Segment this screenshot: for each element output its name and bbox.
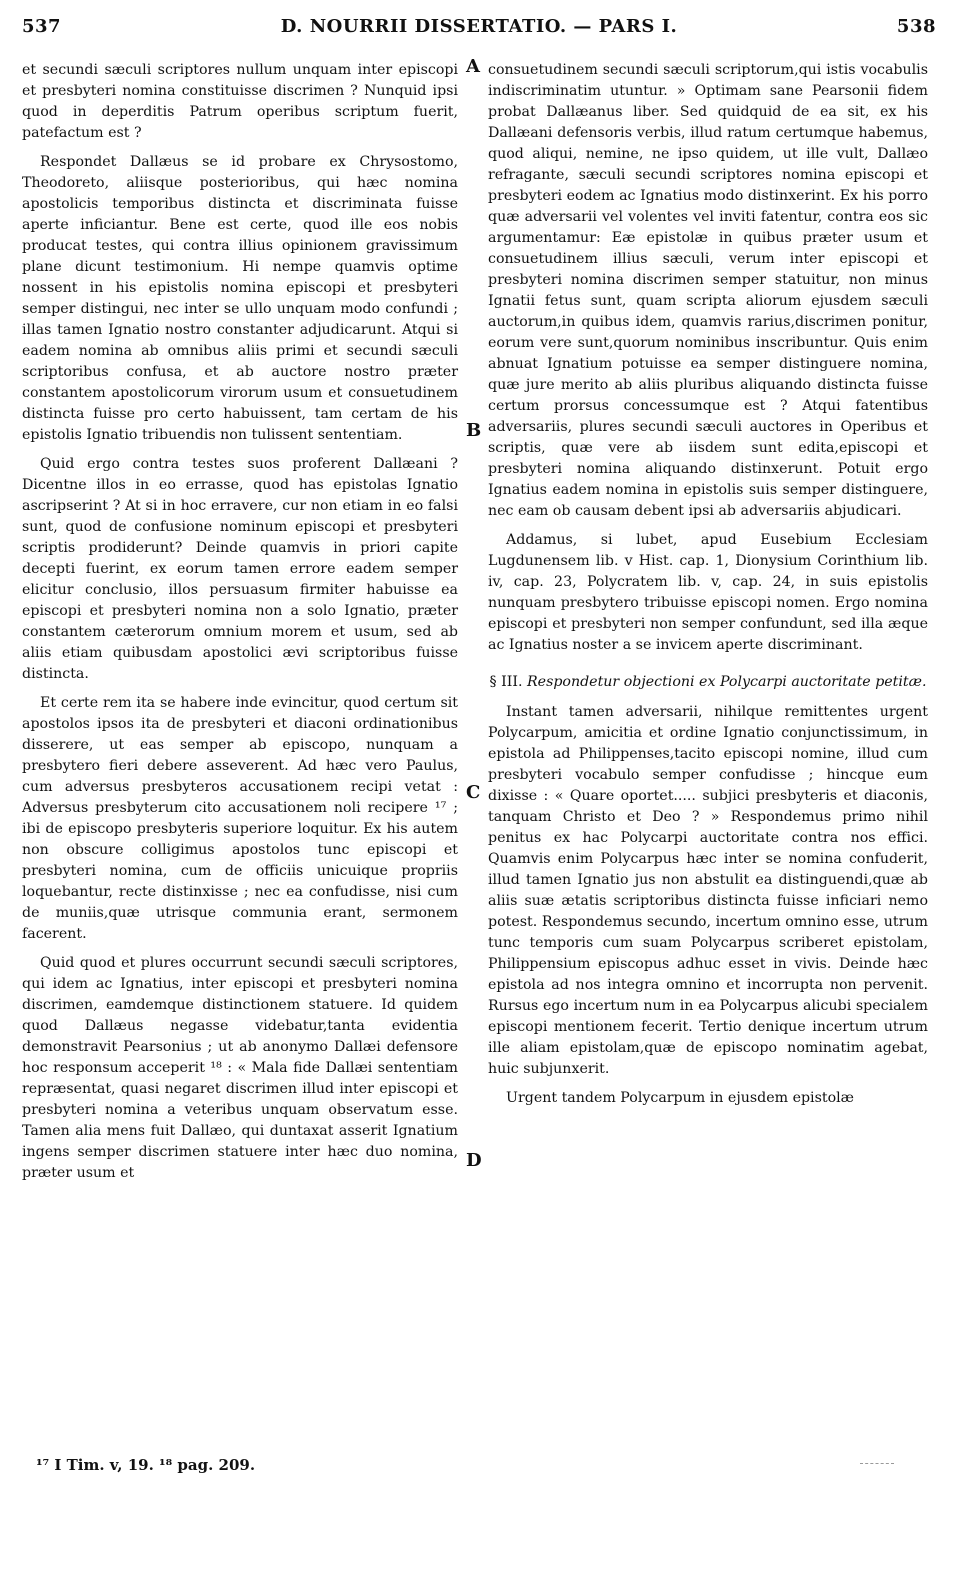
margin-letter-d: D [466, 1150, 482, 1171]
page-number-right: 538 [896, 16, 936, 37]
section-heading [488, 672, 928, 692]
paragraph: Urgent tandem Polycarpum in ejusdem epistolæ [506, 1090, 854, 1106]
page-number-left: 537 [22, 16, 62, 37]
paragraph: Instant tamen adversarii, nihilque remittentes urgent Polycarpum, amicitia et ordine Ignatio conjunctissimum, in epistola ad Philippenses,tacito episcopi nomine, illud cum presbyteri vocabulo semper confudisse ; hincque eum dixisse : « Quare oportet..... subjici presbyteris et diaconis, tanquam Christo et Deo ? » Respondemus primo nihil penitus ex hac Polycarpi auctoritate contra nos effici. Quamvis enim Polycarpus hæc inter se nomina confuderit, illud tamen Ignatio jus non abstulit ea distinguendi,quæ ab aliis suæ ætatis scriptoribus distincta fuisse inficiari nemo potest. Respondemus secundo, incertum omnino esse, utrum tunc temporis cum suam Polycarpus scriberet epistolam, Philippensium episcopus adhuc esset in vivis. Deinde hæc epistola ad nos integra omnino et incorrupta non pervenit. Rursus ego incertum num in ea Polycarpus alicubi specialem episcopi mentionem fecerit. Tertio denique incertum utrum ille aliam epistolam,quæ de episcopo nominatim agebat, huic subjunxerit. [488, 704, 928, 1077]
paragraph: Et certe rem ita se habere inde evincitur, quod certum sit apostolos ipsos ita de presbyteri et diaconi ordinationibus disserere, ut eas semper ab episcopo, nunquam a presbytero fieri debere asseverent. Ad hæc vero Paulus, cum adversus presbyteros accusationem recipi vetat : Adversus presbyterum cito accusationem noli recipere ¹⁷ ; ibi de episcopo presbyteris superiore loquitur. Ex his autem non obscure colligimus apostolos tunc episcopi et presbyteri nomina, cum de officiis unicuique propriis loquebantur, recte distinxisse ; nec ea confudisse, nisi cum de muniis,quæ utrisque communia erant, sermonem facerent. [22, 695, 458, 942]
paragraph: consuetudinem secundi sæculi scriptorum,qui istis vocabulis indiscriminatim utuntur. » Optimam sane Pearsonii fidem probat Dallæanus liber. Sed quidquid de ea sit, ex his Dallæani defensoris verbis, illud ratum certumque habemus, quod aliqui, nemine, ne ipso quidem, ut ille vult, Dallæo refragante, sæculi secundi scriptores nomina episcopi et presbyteri eodem ac Ignatius modo distinxerint. Ex his porro quæ adversarii vel volentes vel inviti fatentur, contra eos sic argumentamur: Eæ epistolæ in quibus præter usum et consuetudinem illius sæculi, verum inter episcopi et presbyteri nomina discrimen semper statuitur, non minus Ignatii fetus sunt, quam scripta aliorum ejusdem sæculi auctorum,in quibus idem, quamvis rarius,discrimen ponitur, eorum vere sunt,quorum nominibus inscribuntur. Quis enim abnuat Ignatium potuisse ea semper distinguere nomina, quæ jure merito ab aliis pluribus aliquando distincta fuisse certum prorsus concessumque est ? Atqui fatentibus adversariis, plures secundi sæculi auctores in Operibus et scriptis, quæ vere ab iisdem sunt edita,episcopi et presbyteri nomina aliquando distinxerunt. Potuit ergo Ignatius eadem nomina in epistolis suis semper distinguere, nec eam ob causam debent ipsi ab adversariis abjudicari. [488, 62, 928, 519]
left-column [22, 60, 458, 1192]
margin-letter-a: A [466, 56, 480, 77]
margin-letter-b: B [466, 420, 482, 441]
paragraph: Respondet Dallæus se id probare ex Chrysostomo, Theodoreto, aliisque posterioribus, qui hæc nomina apostolicis temporibus distincta et discriminata fuisse aperte inficiantur. Bene est certe, quod ille eos nobis producat testes, qui contra illius opinionem gravissimum plane dicunt testimonium. Hi nempe quamvis optime nossent in his epistolis nomina episcopi et presbyteri semper distingui, nec inter se ullo unquam modo confundi ; illas tamen Ignatio nostro constanter adjudicarunt. Atqui si eadem nomina ab omnibus aliis primi et secundi sæculi scriptoribus confusa, et ab auctore nostro præter constantem apostolicorum virorum usum et consuetudinem distincta fuisse pro certo habuissent, tam certam de his epistolis Ignatio tribuendis non tulissent sententiam. [22, 154, 458, 443]
section-label: § III. [489, 674, 523, 690]
running-header [22, 16, 936, 42]
section-title: Respondetur objectioni ex Polycarpi auctoritate petitæ. [526, 674, 927, 690]
paragraph: Quid quod et plures occurrunt secundi sæculi scriptores, qui idem ac Ignatius, inter episcopi et presbyteri nomina discrimen, eamdemque distinctionem statuere. Id quidem quod Dallæus negasse videbatur,tanta evidentia demonstravit Pearsonius ; ut ab anonymo Dallæi defensore hoc responsum acceperit ¹⁸ : « Mala fide Dallæi sententiam repræsentat, quasi negaret discrimen illud inter episcopi et presbyteri nomina a veteribus unquam observatum esse. Tamen alia mens fuit Dallæo, qui duntaxat asserit Ignatium ingens semper discrimen statuere inter hæc duo nomina, præter usum et [22, 955, 458, 1181]
divider [860, 1463, 894, 1464]
paragraph: Addamus, si lubet, apud Eusebium Ecclesiam Lugdunensem lib. v Hist. cap. 1, Dionysium Corinthium lib. iv, cap. 23, Polycratem lib. v, cap. 24, in suis epistolis nunquam presbytero tribuisse episcopi nomen. Ergo nomina episcopi et presbyteri non semper confundunt, sed illa æque ac Ignatius noster a se invicem aperte discriminant. [488, 532, 928, 653]
running-title: D. NOURRII DISSERTATIO. — PARS I. [280, 16, 678, 37]
paragraph: Quid ergo contra testes suos proferent Dallæani ? Dicentne illos in eo errasse, quod has epistolas Ignatio ascripserint ? At si in hoc erravere, cur non etiam in eo falsi sunt, quod de confusione nominum episcopi et presbyteri scriptis prodiderunt? Deinde quamvis in priori capite decepti fuerint, ex eorum tamen errore eadem semper elicitur conclusio, illos persuasum firmiter habuisse ea episcopi et presbyteri nomina non a solo Ignatio, præter constantem cæterorum omnium morem et usum, sed ab aliis etiam quibusdam apostolici ævi scriptoribus fuisse distincta. [22, 456, 458, 682]
paragraph: et secundi sæculi scriptores nullum unquam inter episcopi et presbyteri nomina constituisse discrimen ? Nunquid ipsi quod in deperditis Patrum operibus scriptum fuerit, patefactum est ? [22, 62, 458, 141]
margin-letter-c: C [466, 782, 481, 803]
right-column [488, 60, 928, 1117]
footnotes: ¹⁷ I Tim. v, 19. ¹⁸ pag. 209. [36, 1456, 256, 1474]
